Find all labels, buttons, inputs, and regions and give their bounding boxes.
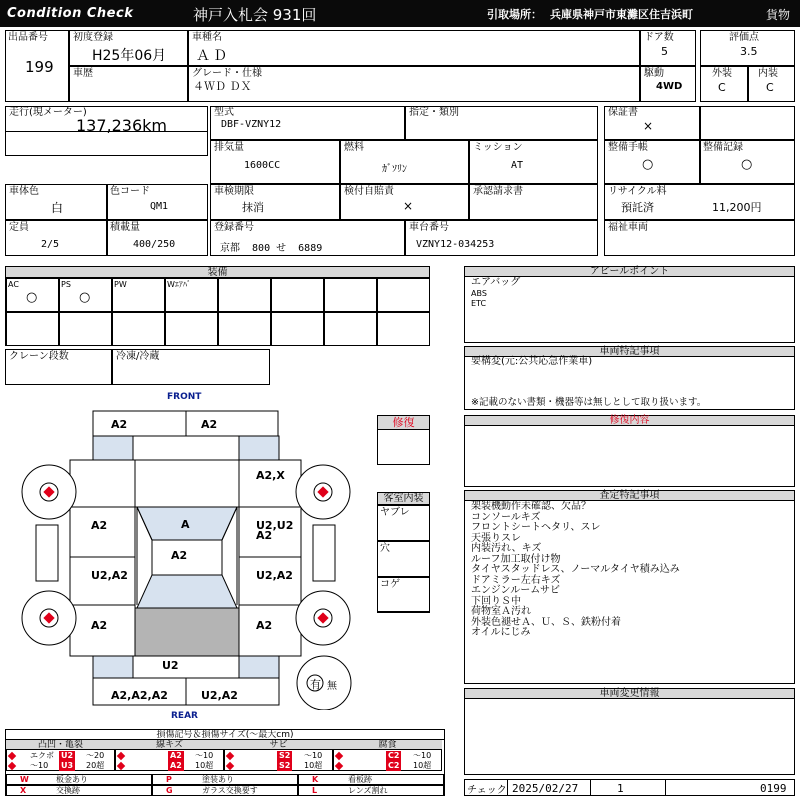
chassis-value: VZNY12-034253: [416, 239, 495, 250]
displacement-value: 1600CC: [244, 160, 281, 171]
dmg-rear-center: U2: [162, 659, 179, 672]
recycle-amount: 11,200円: [712, 201, 762, 214]
legend-code-text: レンズ割れ: [348, 786, 388, 795]
legend-code-letter: X: [20, 786, 27, 795]
spare-tire-none: 無: [327, 681, 337, 692]
legend-text: 10超: [195, 761, 214, 770]
insurance-label: 検付自賠責: [344, 186, 394, 197]
rear-label: REAR: [171, 711, 198, 721]
equipment-cell: [59, 312, 112, 346]
legend-text: 〜10: [304, 751, 323, 760]
load-label: 積載量: [110, 222, 140, 233]
name-label: 車種名: [192, 32, 222, 43]
score-label: 評価点: [729, 32, 759, 43]
category: 貨物: [766, 8, 791, 22]
designation-label: 指定・類別: [409, 107, 459, 118]
inspect-item: タイヤスタッドレス、ノーマルタイヤ積み込み: [471, 564, 680, 575]
equipment-cell-label: AC: [8, 280, 19, 289]
appeal-title: アピールポイント: [465, 267, 794, 277]
body-color-label: 車体色: [9, 186, 39, 197]
inspect-title: 査定特記事項: [465, 491, 794, 501]
pickup-value: 兵庫県神戸市東灘区住吉浜町: [550, 8, 693, 21]
special-title: 車両特記事項: [465, 347, 794, 357]
insurance-value: ×: [403, 199, 414, 213]
auction-name: 神戸入札会 931回: [193, 6, 317, 24]
spare-tire-label: 有: [310, 678, 321, 691]
mileage-value: 137,236km: [76, 116, 168, 135]
tire-rear-left: [22, 591, 76, 645]
dmg-right-door-front-b: A2: [256, 529, 273, 542]
load-value: 400/250: [133, 239, 176, 250]
tire-rear-right: [296, 591, 350, 645]
inspect-item: コンソールキズ: [471, 511, 541, 523]
spare-tire: [297, 656, 351, 710]
legend-text: 20超: [86, 761, 105, 770]
equipment-title: 装備: [6, 267, 429, 278]
inspect-item: フロントシートヘタリ、スレ: [471, 522, 601, 533]
inspect-item: 架装機動作未確認、欠品？: [471, 501, 591, 512]
legend-code: C2: [388, 751, 400, 760]
dmg-right-door-rear: U2,A2: [256, 569, 293, 582]
inspect-item: 天張りスレ: [471, 532, 521, 544]
exterior-label: 外装: [712, 68, 732, 79]
tire-front-right: [296, 465, 350, 519]
name-value: ＡＤ: [196, 48, 230, 64]
special-text: 要構変(元:公共応急作業車): [471, 356, 593, 367]
legend-text: エクボ: [30, 751, 54, 760]
legend-code: A2: [170, 761, 182, 770]
equipment-cell: [218, 312, 271, 346]
welfare-label: 福祉車両: [608, 222, 648, 233]
legend-group-name: 腐食: [333, 740, 442, 750]
equipment-cell-label: PW: [114, 280, 127, 289]
legend-group-name: 線キズ: [115, 740, 224, 750]
car-diagram: [0, 400, 375, 710]
legend-group-name: 凸凹・亀裂: [6, 740, 115, 750]
inspect-item: 荷物室Ａ汚れ: [471, 606, 531, 617]
mission-label: ミッション: [473, 142, 523, 153]
inspection-value: 抹消: [242, 201, 264, 214]
maintenance-value: ○: [642, 157, 654, 172]
dmg-top-right: A2: [201, 418, 218, 431]
inspect-item: 内装汚れ、キズ: [471, 543, 542, 554]
dmg-rear-right: U2,A2: [201, 689, 238, 702]
legend-code-letter: G: [166, 786, 173, 795]
change-title: 車両変更情報: [465, 689, 794, 699]
interior-label: 内装: [758, 68, 778, 79]
interior-item-label: 穴: [380, 543, 390, 554]
name-box: [188, 30, 640, 66]
equipment-cell: [271, 312, 324, 346]
legend-title: 損傷記号＆損傷サイズ(〜最大cm): [6, 730, 444, 740]
drive-value: 4WD: [656, 81, 683, 92]
inspect-item: エンジンルームサビ: [471, 585, 561, 596]
crane-label: クレーン段数: [9, 351, 69, 362]
equipment-cell-mark: ○: [79, 290, 91, 305]
appeal-item: ABS: [471, 288, 487, 298]
first-reg-label: 初度登録: [73, 32, 113, 43]
fuel-value: ｶﾞｿﾘﾝ: [382, 164, 407, 175]
doors-label: ドア数: [644, 32, 674, 43]
color-code-label: 色コード: [110, 186, 150, 197]
check-num: 1: [617, 782, 624, 795]
legend-text: 〜10: [413, 751, 432, 760]
dmg-left-quarter: A2: [91, 619, 108, 632]
appeal-item: ETC: [471, 299, 487, 308]
maintenance-record-value: ○: [741, 157, 753, 172]
warranty-value: ×: [643, 119, 654, 133]
dmg-rear-left: A2,A2,A2: [111, 689, 168, 702]
legend-code-text: 板金あり: [56, 775, 88, 784]
equipment-cell: [112, 312, 165, 346]
legend-code: U3: [61, 761, 74, 770]
first-reg-value: H25年06月: [92, 48, 167, 64]
dmg-left-door-front: A2: [91, 519, 108, 532]
legend-code: A2: [170, 751, 182, 760]
legend-code-text: ガラス交換要す: [202, 786, 258, 795]
interior-title: 客室内装: [378, 493, 429, 505]
tire-front-left: [22, 465, 76, 519]
recycle-label: リサイクル料: [608, 186, 667, 197]
recycle-status: 預託済: [621, 201, 654, 214]
displacement-label: 排気量: [214, 142, 244, 153]
legend-text: 10超: [413, 761, 432, 770]
logo-text: Condition Check: [7, 6, 134, 21]
change-panel: [464, 688, 795, 775]
dmg-right-upper: A2,X: [256, 469, 285, 482]
check-label: チェック: [467, 785, 507, 796]
legend-code: U2: [61, 751, 74, 760]
exterior-value: C: [718, 81, 726, 94]
pickup-label: 引取場所：: [487, 8, 542, 21]
warranty-label: 保証書: [608, 107, 638, 118]
legend-code-letter: K: [312, 775, 319, 784]
model-label: 型式: [214, 107, 234, 118]
dmg-roof: A: [181, 518, 190, 531]
equipment-cell: [324, 312, 377, 346]
legend-text: 10超: [304, 761, 323, 770]
equipment-cell: [377, 278, 430, 312]
equipment-cell: [165, 312, 218, 346]
reg-no-value: 京都 800 せ 6889: [220, 243, 323, 254]
grade-value: ４ＷＤ ＤＸ: [193, 80, 252, 93]
model-value: DBF-VZNY12: [221, 119, 282, 130]
capacity-value: 2/5: [41, 239, 60, 250]
equipment-cell-label: Wｴｱﾊﾞ: [167, 280, 191, 289]
interior-item-label: ヤブレ: [380, 507, 410, 518]
freezer-label: 冷凍/冷蔵: [116, 351, 160, 362]
special-note: ※記載のない書類・機器等は無しとして取り扱います。: [471, 397, 707, 408]
chassis-label: 車台番号: [409, 222, 449, 233]
mission-value: AT: [511, 160, 524, 171]
legend-code-text: 看板跡: [348, 775, 372, 784]
legend-code-text: 塗装あり: [202, 775, 234, 784]
legend-code-letter: W: [20, 775, 29, 784]
dmg-left-door-rear: U2,A2: [91, 569, 128, 582]
inspect-item: ルーフ加工取付け物: [471, 553, 561, 565]
dmg-right-quarter: A2: [256, 619, 273, 632]
equipment-cell: [324, 278, 377, 312]
equipment-cell: [271, 278, 324, 312]
inspect-item: ドアミラー左右キズ: [471, 574, 561, 586]
capacity-label: 定員: [9, 222, 29, 233]
maintenance-label: 整備手帳: [608, 142, 648, 153]
fuel-label: 燃料: [344, 142, 364, 153]
repair-mark-title: 修復: [378, 416, 429, 430]
equipment-cell: [218, 278, 271, 312]
dmg-right-door-front-a: U2,U2: [256, 519, 294, 532]
score-value: 3.5: [740, 45, 758, 58]
mileage-label: 走行(現メーター): [9, 107, 87, 118]
reg-no-label: 登録番号: [214, 222, 254, 233]
legend-code-letter: L: [312, 786, 318, 795]
lot-label: 出品番号: [8, 32, 48, 43]
header-bar: [0, 0, 800, 27]
legend-code-text: 交換跡: [56, 786, 80, 795]
body-color-value: 白: [51, 201, 64, 215]
drive-label: 駆動: [644, 68, 664, 79]
dmg-center: A2: [171, 549, 188, 562]
legend-code: C2: [388, 761, 400, 770]
approval-label: 承認請求書: [473, 186, 523, 197]
legend-code: S2: [279, 761, 291, 770]
inspect-item: オイルにじみ: [471, 627, 531, 638]
appeal-item: エアバッグ: [471, 277, 521, 288]
lot-value: 199: [25, 58, 54, 76]
check-code: 0199: [760, 782, 787, 795]
repair-title: 修復内容: [465, 416, 794, 426]
equipment-cell-mark: ○: [26, 290, 38, 305]
legend-code-letter: P: [166, 775, 172, 784]
color-code-value: QM1: [150, 201, 169, 212]
grade-label: グレード・仕様: [192, 68, 262, 79]
legend-group-name: サビ: [224, 740, 333, 750]
check-date: 2025/02/27: [512, 782, 579, 795]
interior-value: C: [766, 81, 774, 94]
equipment-cell: [6, 312, 59, 346]
equipment-cell-label: PS: [61, 280, 71, 289]
legend-text: 〜10: [30, 761, 49, 770]
inspect-item: 外装色褪せＡ、Ｕ、Ｓ、鉄粉付着: [471, 616, 621, 628]
dmg-top-left: A2: [111, 418, 128, 431]
inspection-label: 車検期限: [214, 186, 254, 197]
interior-item-label: コゲ: [380, 579, 400, 590]
legend-text: 〜10: [195, 751, 214, 760]
inspect-item: 下回りＳ中: [471, 595, 521, 607]
equipment-cell: [377, 312, 430, 346]
doors-value: 5: [661, 45, 668, 58]
front-label: FRONT: [167, 392, 202, 402]
history-label: 車歴: [73, 68, 93, 79]
legend-code: S2: [279, 751, 291, 760]
maintenance-record-label: 整備記録: [703, 142, 743, 153]
legend-text: 〜20: [86, 751, 105, 760]
